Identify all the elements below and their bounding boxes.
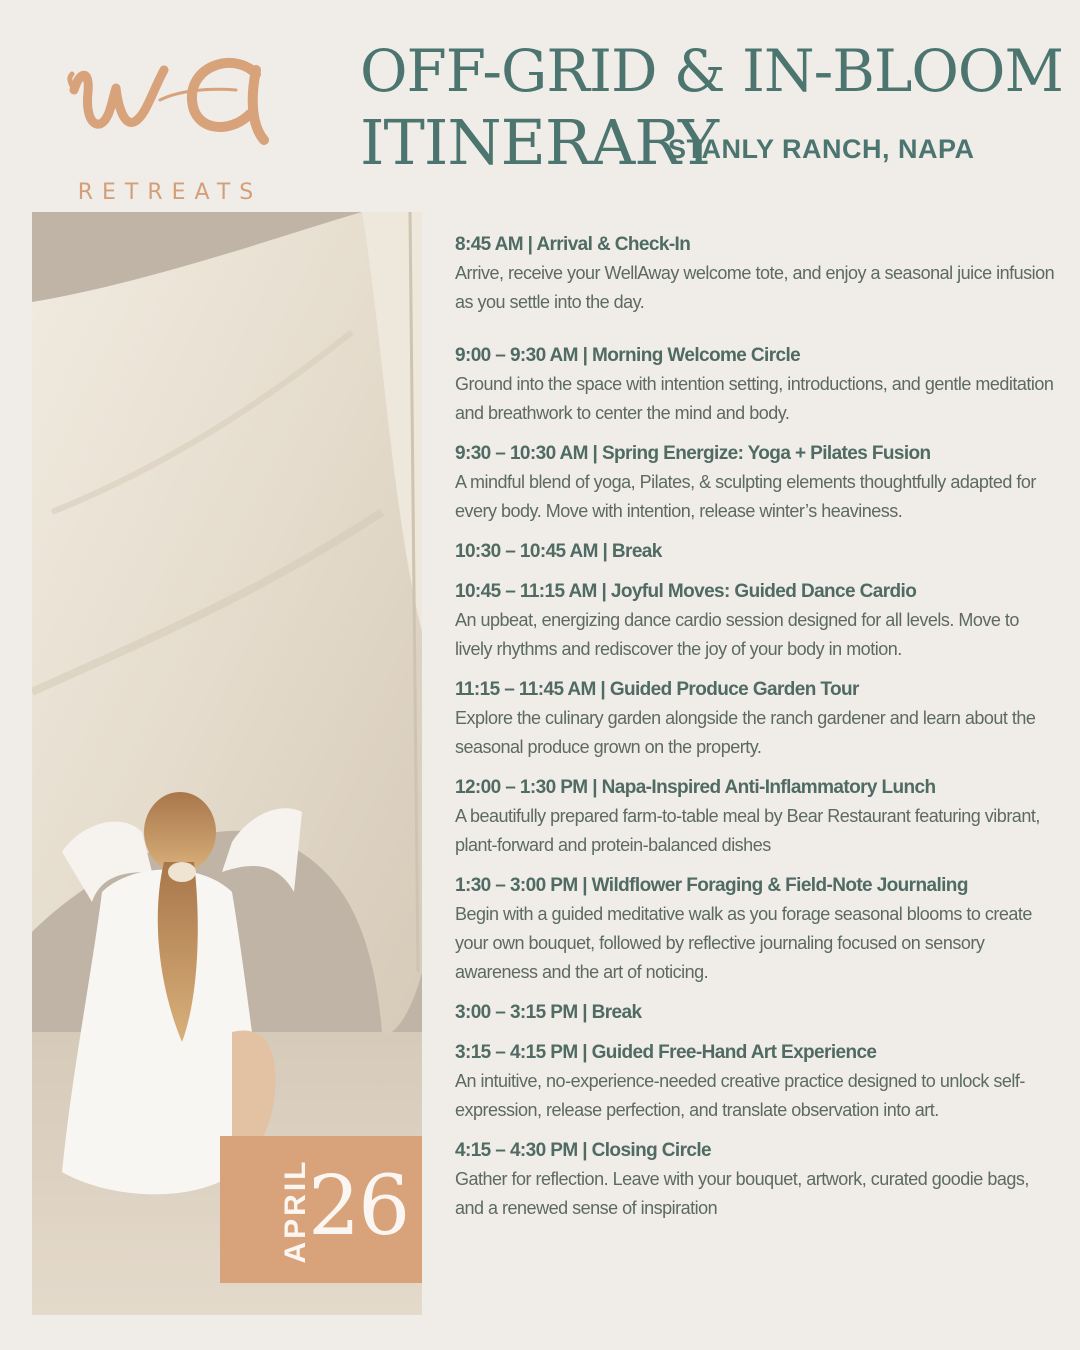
schedule-item-description: A beautifully prepared farm-to-table meal by Bear Restaurant featuring vibrant, plant-forward and protein-balanced dishes xyxy=(455,806,1040,855)
event-location: STANLY RANCH, NAPA xyxy=(668,134,975,164)
schedule-item xyxy=(455,439,1055,526)
schedule-item-title: 1:30 – 3:00 PM | Wildflower Foraging & Field-Note Journaling xyxy=(455,875,968,896)
schedule-item-description: A mindful blend of yoga, Pilates, & sculpting elements thoughtfully adapted for every body. Move with intention, release winter’s heaviness. xyxy=(455,472,1036,521)
date-badge xyxy=(220,1136,422,1283)
date-day: 26 xyxy=(308,1159,409,1254)
schedule-item xyxy=(455,537,1055,566)
schedule-item xyxy=(455,577,1055,664)
schedule-item-description: Ground into the space with intention setting, introductions, and gentle meditation and breathwork to center the mind and body. xyxy=(455,374,1054,423)
page-title-line2: ITINERARY xyxy=(360,106,719,179)
schedule-item-title: 11:15 – 11:45 AM | Guided Produce Garden Tour xyxy=(455,679,859,700)
schedule-item xyxy=(455,773,1055,860)
schedule-item-title: 9:30 – 10:30 AM | Spring Energize: Yoga + Pilates Fusion xyxy=(455,443,931,464)
wa-logo-mark-icon xyxy=(60,30,280,150)
date-month: APRIL xyxy=(279,1158,312,1264)
schedule-item xyxy=(455,998,1055,1027)
schedule-item-title: 10:45 – 11:15 AM | Joyful Moves: Guided Dance Cardio xyxy=(455,581,917,602)
schedule-item-description: Explore the culinary garden alongside the ranch gardener and learn about the seasonal produce grown on the property. xyxy=(455,708,1036,757)
schedule-item xyxy=(455,230,1055,317)
logo-subtitle: RETREATS xyxy=(77,180,263,205)
schedule-item-description: An intuitive, no-experience-needed creative practice designed to unlock self-expression, release perfection, and translate observation into art. xyxy=(455,1071,1025,1120)
schedule-item-description: An upbeat, energizing dance cardio session designed for all levels. Move to lively rhythms and rediscover the joy of your body in motion. xyxy=(455,610,1019,659)
schedule-item xyxy=(455,341,1055,428)
schedule-item-description: Gather for reflection. Leave with your bouquet, artwork, curated goodie bags, and a renewed sense of inspiration xyxy=(455,1169,1029,1218)
schedule-item-title: 10:30 – 10:45 AM | Break xyxy=(455,541,662,562)
schedule-item-title: 9:00 – 9:30 AM | Morning Welcome Circle xyxy=(455,345,801,366)
schedule-item-description: Arrive, receive your WellAway welcome tote, and enjoy a seasonal juice infusion as you settle into the day. xyxy=(455,263,1055,312)
schedule-item xyxy=(455,675,1055,762)
schedule-item xyxy=(455,1136,1055,1223)
schedule-item-description: Begin with a guided meditative walk as you forage seasonal blooms to create your own bouquet, followed by reflective journaling focused on sensory awareness and the art of noticing. xyxy=(455,904,1032,982)
schedule-item xyxy=(455,871,1055,987)
itinerary-schedule xyxy=(455,230,1055,1223)
brand-logo xyxy=(60,30,280,205)
schedule-item-title: 3:00 – 3:15 PM | Break xyxy=(455,1002,642,1023)
schedule-item-title: 8:45 AM | Arrival & Check-In xyxy=(455,234,691,255)
schedule-item-title: 12:00 – 1:30 PM | Napa-Inspired Anti-Inflammatory Lunch xyxy=(455,777,936,798)
schedule-item-title: 3:15 – 4:15 PM | Guided Free-Hand Art Experience xyxy=(455,1042,877,1063)
schedule-item-title: 4:15 – 4:30 PM | Closing Circle xyxy=(455,1140,711,1161)
page-title-line1: OFF-GRID & IN-BLOOM xyxy=(360,37,1063,105)
schedule-item xyxy=(455,1038,1055,1125)
